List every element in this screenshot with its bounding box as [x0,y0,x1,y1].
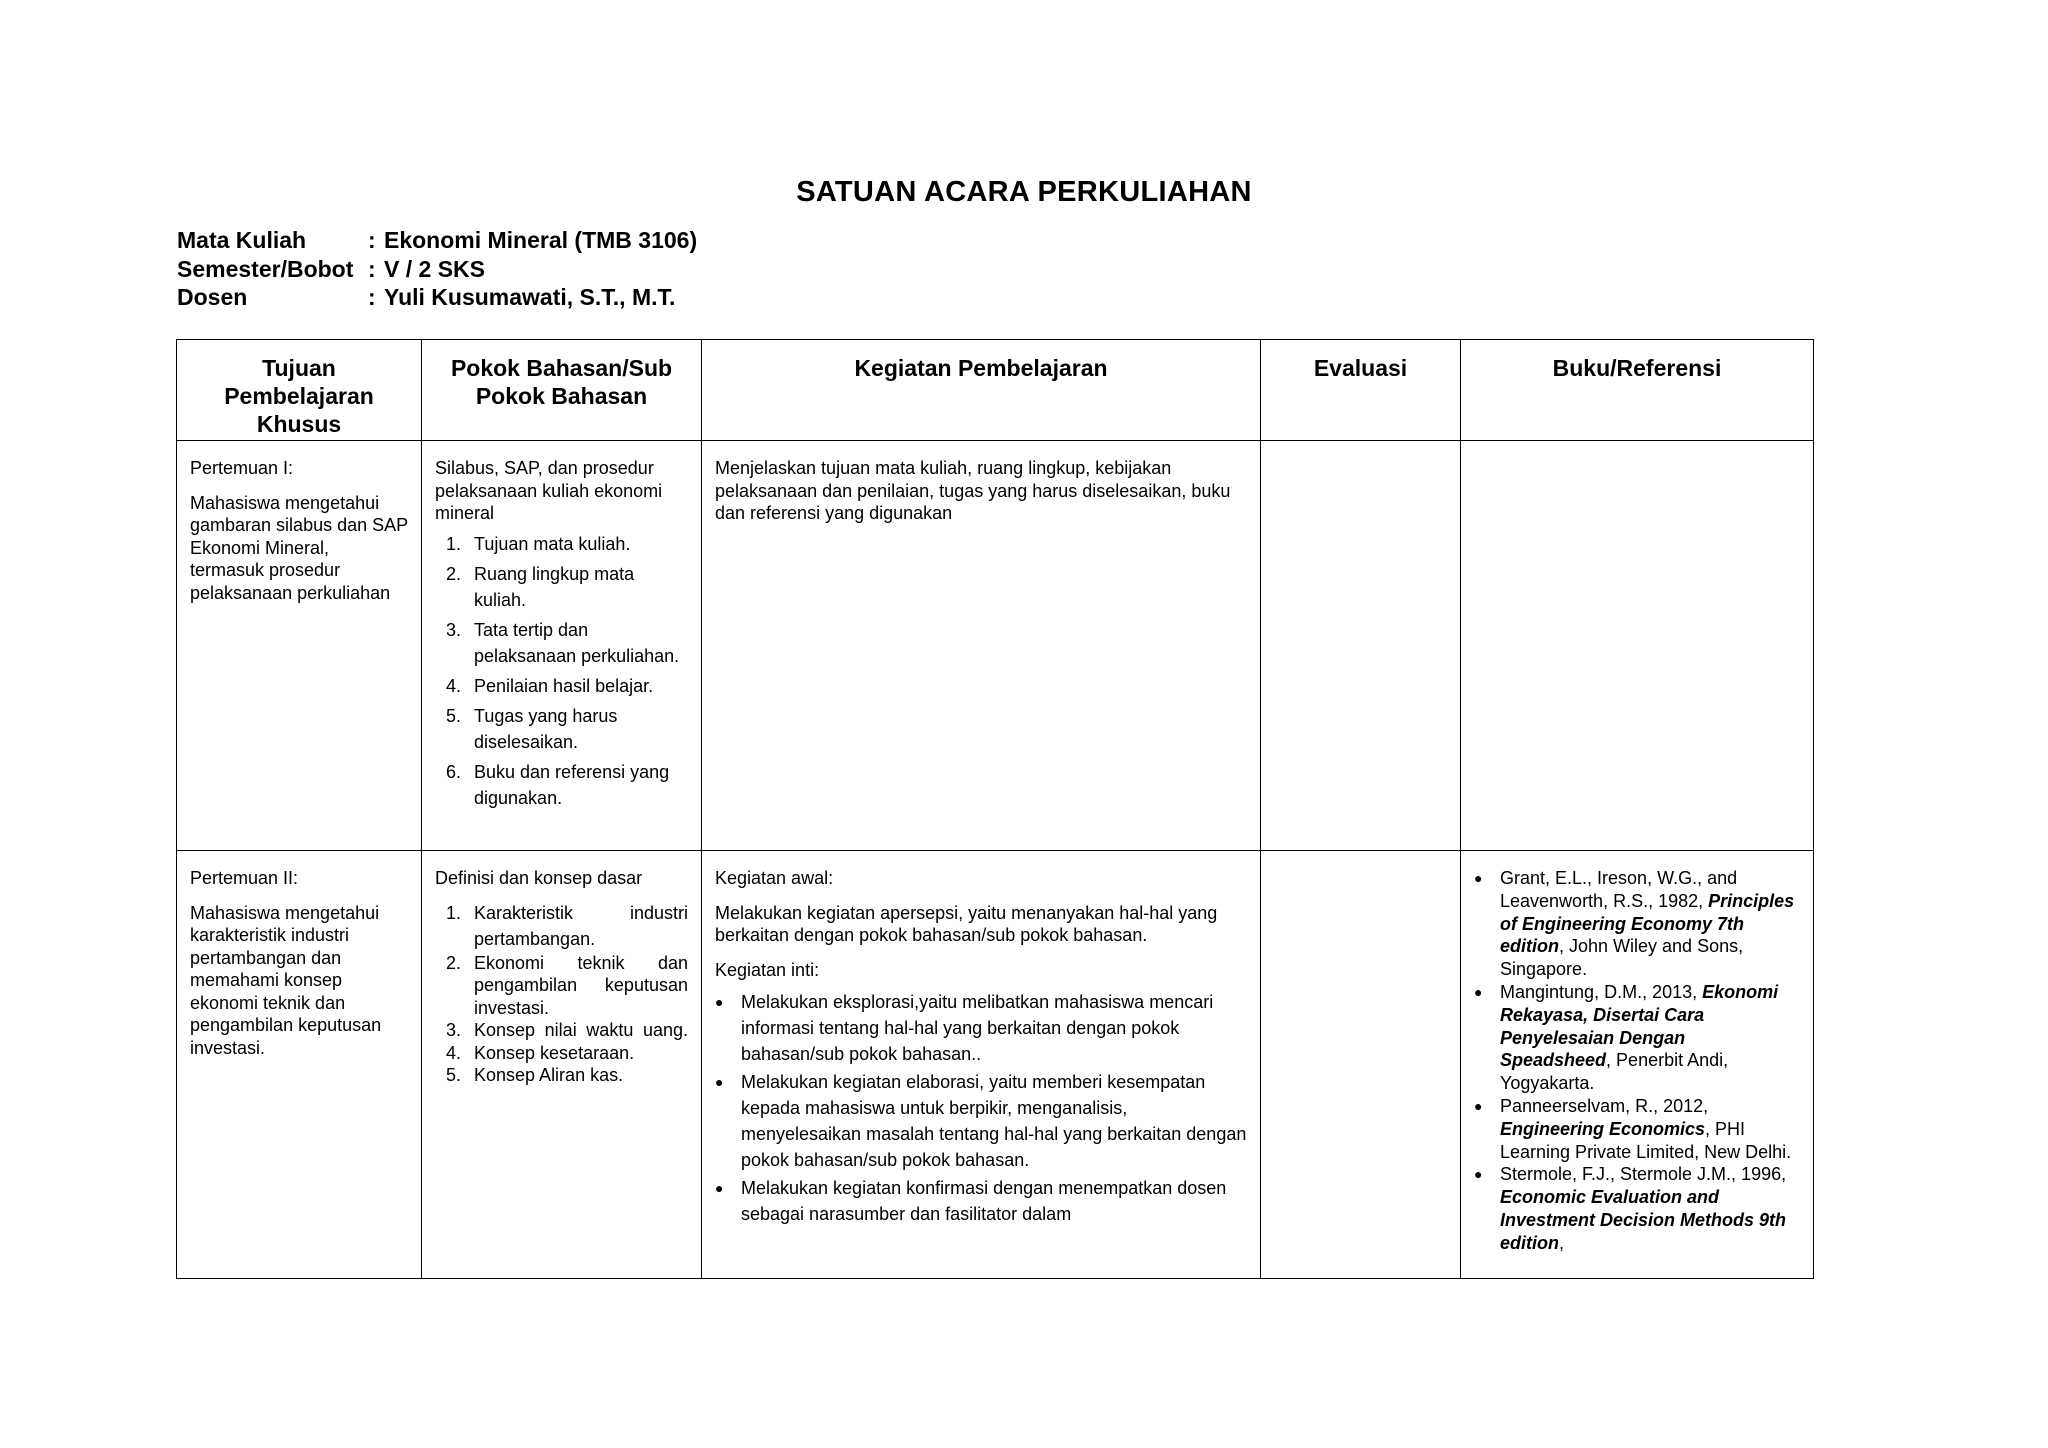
semester-label: Semester/Bobot [177,255,354,282]
list-item: ● Stermole, F.J., Stermole J.M., 1996, Economic Evaluation and Investment Decision Methods 9th edition, [1474,1164,1787,1253]
topic-cell [422,851,702,1279]
references-cell [1461,441,1814,851]
objective-text: Mahasiswa mengetahui karakteristik industri pertambangan dan memahami konsep ekonomi teknik dan pengambilan keputusan investasi. [190,902,382,1058]
list-item: 6. Buku dan referensi yang digunakan. [445,761,670,808]
list-item: ● Panneerselvam, R., 2012, Engineering Economics, PHI Learning Private Limited, New Delhi. [1474,1095,1792,1162]
activity-text: Menjelaskan tujuan mata kuliah, ruang lingkup, kebijakan pelaksanaan dan penilaian, tugas yang harus diselesaikan, buku dan referensi yang digunakan [715,458,1231,523]
objective-cell [177,851,422,1279]
topic-list [435,900,688,1087]
evaluation-cell [1261,441,1461,851]
list-item: 3. Konsep nilai waktu uang. [445,1020,688,1040]
bullet-icon: ● [715,994,724,1010]
lesson-plan-table [176,339,1814,1279]
activity-cell [702,441,1261,851]
header-objectives: Tujuan Pembelajaran Khusus [177,340,422,441]
course-name-label: Mata Kuliah [177,227,307,253]
list-item: 4. Konsep kesetaraan. [445,1042,635,1063]
separator: : [368,227,376,253]
objective-text: Mahasiswa mengetahui gambaran silabus dan SAP Ekonomi Mineral, termasuk prosedur pelaksanaan perkuliahan [190,492,408,603]
lecturer-label: Dosen [177,284,248,310]
topic-cell [422,441,702,851]
course-info [177,226,697,312]
list-item: ● Mangintung, D.M., 2013, Ekonomi Rekayasa, Disertai Cara Penyelesaian Dengan Speadsheed, Penerbit Andi, Yogyakarta. [1474,981,1779,1094]
list-item: 4. Penilaian hasil belajar. [445,675,654,696]
table-row [177,851,1814,1279]
bullet-icon: ● [1474,870,1483,886]
bullet-icon: ● [715,1074,724,1090]
list-item: 2. Ruang lingkup mata kuliah. [445,563,635,610]
objective-cell [177,441,422,851]
semester-row [177,255,697,284]
list-item: ● Grant, E.L., Ireson, W.G., and Leavenworth, R.S., 1982, Principles of Engineering Economy 7th edition, John Wiley and Sons, Singapore. [1474,868,1795,980]
opening-activity-label: Kegiatan awal: [715,868,834,888]
list-item: ● Melakukan eksplorasi,yaitu melibatkan mahasiswa mencari informasi tentang hal-hal yang berkaitan dengan pokok bahasan/sub pokok bahasan.. [715,989,1247,1067]
list-item: ● Melakukan kegiatan konfirmasi dengan menempatkan dosen sebagai narasumber dan fasilitator dalam [715,1175,1247,1227]
table-header-row [177,340,1814,441]
opening-activity-text: Melakukan kegiatan apersepsi, yaitu menanyakan hal-hal yang berkaitan dengan pokok bahasan/sub pokok bahasan. [715,902,1218,945]
semester-value: V / 2 SKS [384,255,485,282]
table-row [177,441,1814,851]
list-item: ● Melakukan kegiatan elaborasi, yaitu memberi kesempatan kepada mahasiswa untuk berpikir, menganalisis, menyelesaikan masalah tentang hal-hal yang berkaitan dengan pokok bahasan/sub pokok bahasan. [715,1069,1247,1173]
activity-cell [702,851,1261,1279]
list-item: 1. Karakteristik industri pertambangan. [445,902,688,949]
references-cell [1461,851,1814,1279]
header-evaluation: Evaluasi [1261,340,1461,441]
list-item: 3. Tata tertip dan pelaksanaan perkuliahan. [445,619,680,666]
bullet-icon: ● [715,1180,724,1196]
lecturer-row [177,283,697,312]
list-item: 2. Ekonomi teknik dan pengambilan keputusan investasi. [445,952,688,1018]
meeting-label: Pertemuan I: [190,458,294,478]
separator: : [368,284,376,310]
evaluation-cell [1261,851,1461,1279]
list-item: 5. Tugas yang harus diselesaikan. [445,705,618,752]
bullet-icon: ● [1474,1097,1483,1114]
document-title: SATUAN ACARA PERKULIAHAN [796,176,1252,208]
meeting-label: Pertemuan II: [190,868,299,888]
header-references: Buku/Referensi [1461,340,1814,441]
core-activity-label: Kegiatan inti: [715,959,820,980]
bullet-icon: ● [1474,983,1483,1000]
bullet-icon: ● [1474,1166,1483,1183]
course-name-value: Ekonomi Mineral (TMB 3106) [384,227,698,253]
topic-list [435,531,688,811]
reference-list [1474,867,1800,1255]
separator: : [368,255,376,282]
course-name-row [177,226,697,255]
list-item: 1. Tujuan mata kuliah. [445,533,631,554]
topic-intro: Silabus, SAP, dan prosedur pelaksanaan kuliah ekonomi mineral [435,458,663,523]
header-topics: Pokok Bahasan/Sub Pokok Bahasan [422,340,702,441]
core-activity-list [715,989,1247,1227]
lecturer-value: Yuli Kusumawati, S.T., M.T. [384,284,676,310]
header-activities: Kegiatan Pembelajaran [702,340,1261,441]
topic-intro: Definisi dan konsep dasar [435,868,643,888]
list-item: 5. Konsep Aliran kas. [445,1065,624,1085]
